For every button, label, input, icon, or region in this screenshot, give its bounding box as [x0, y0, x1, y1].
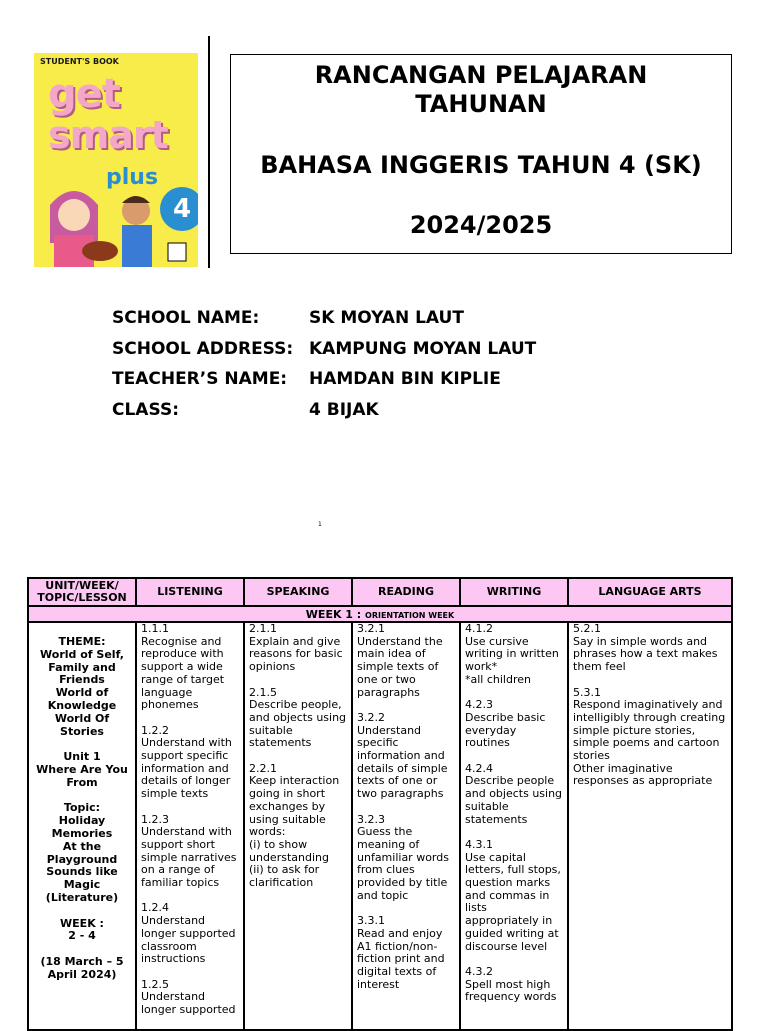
unit-theme: THEME: World of Self, Family and Friends World of Knowledge World Of Stories — [40, 635, 124, 738]
page-number: 1 — [318, 521, 322, 528]
header-writing: WRITING — [460, 578, 568, 606]
info-value: KAMPUNG MOYAN LAUT — [309, 338, 537, 359]
document-subject: BAHASA INGGERIS TAHUN 4 (SK) — [260, 151, 702, 179]
listening-cell — [136, 622, 244, 1030]
header-listening: LISTENING — [136, 578, 244, 606]
book-cover-image — [34, 53, 198, 267]
info-row-class — [112, 395, 536, 426]
unit-dates: (18 March – 5 April 2024) — [40, 954, 124, 981]
reading-standard: 3.2.2 Understand specific information and details of simple texts of one or two paragraphs — [357, 710, 448, 801]
listening-standard: 1.2.3 Understand with support short simple narratives on a range of familiar topics — [141, 812, 237, 890]
vertical-divider — [208, 36, 210, 268]
unit-topic: Topic: Holiday Memories At the Playground Sounds like Magic (Literature) — [45, 801, 119, 904]
cover-title-plus: plus — [106, 165, 159, 190]
reading-cell — [352, 622, 460, 1030]
listening-standard: 1.2.5 Understand longer supported — [141, 977, 236, 1017]
info-label: SCHOOL ADDRESS: — [112, 338, 294, 359]
speaking-standard: 2.1.1 Explain and give reasons for basic opinions — [249, 622, 343, 674]
document-year: 2024/2025 — [409, 211, 553, 239]
week-label: ORIENTATION WEEK — [365, 610, 455, 620]
cover-title-smart: smart — [48, 113, 168, 157]
table-row — [28, 622, 732, 1030]
ministry-crest-logo — [154, 56, 192, 66]
language-arts-cell — [568, 622, 732, 1030]
speaking-cell — [244, 622, 352, 1030]
cover-badge: STUDENT'S BOOK — [40, 57, 119, 66]
info-value: SK MOYAN LAUT — [309, 308, 464, 329]
info-row-school-address — [112, 334, 536, 365]
info-row-school-name — [112, 303, 536, 334]
writing-standard: 4.3.1 Use capital letters, full stops, question marks and commas in lists appropriately in guided writing at discourse level — [465, 837, 561, 953]
header-reading: READING — [352, 578, 460, 606]
writing-standard: 4.3.2 Spell most high frequency words — [465, 964, 557, 1004]
unit-title: Unit 1 Where Are You From — [36, 750, 128, 789]
info-label: TEACHER’S NAME: — [112, 369, 288, 390]
reading-standard: 3.2.1 Understand the main idea of simple texts of one or two paragraphs — [357, 622, 443, 699]
title-box — [230, 54, 732, 254]
listening-standard: 1.1.1 Recognise and reproduce with support a wide range of target language phonemes — [141, 622, 225, 712]
info-row-teacher-name — [112, 364, 536, 395]
info-label: CLASS: — [112, 399, 179, 420]
cover-level-number: 4 — [160, 187, 198, 231]
reading-standard: 3.2.3 Guess the meaning of unfamiliar words from clues provided by title and topic — [357, 812, 449, 902]
info-label: SCHOOL NAME: — [112, 308, 260, 329]
table-header-row — [28, 578, 732, 606]
speaking-standard: 2.1.5 Describe people, and objects using suitable statements — [249, 685, 347, 750]
listening-standard: 1.2.2 Understand with support specific information and details of longer simple texts — [141, 723, 232, 801]
week-1-cell — [28, 606, 732, 622]
unit-cell — [28, 622, 136, 1030]
writing-standard: 4.2.3 Describe basic everyday routines — [465, 698, 546, 750]
reading-standard: 3.3.1 Read and enjoy A1 fiction/non- fiction print and digital texts of interest — [357, 914, 445, 991]
language-arts-standard: 5.2.1 Say in simple words and phrases how a text makes them feel — [573, 622, 718, 674]
week-number: WEEK 1 : — [305, 607, 366, 621]
info-value: HAMDAN BIN KIPLIE — [309, 369, 501, 390]
writing-cell — [460, 622, 568, 1030]
header-speaking: SPEAKING — [244, 578, 352, 606]
lesson-plan-table — [27, 577, 733, 1031]
document-title: RANCANGAN PELAJARAN TAHUNAN — [314, 61, 648, 118]
week-row — [28, 606, 732, 622]
header-unit: UNIT/WEEK/ TOPIC/LESSON — [28, 578, 136, 606]
writing-standard: 4.2.4 Describe people and objects using suitable statements — [465, 761, 563, 826]
header-language-arts: LANGUAGE ARTS — [568, 578, 732, 606]
language-arts-standard: 5.3.1 Respond imaginatively and intelligibly through creating simple picture stories, simple poems and cartoon stories Other imaginative responses as appropriate — [573, 685, 726, 788]
writing-standard: 4.1.2 Use cursive writing in written work* *all children — [465, 622, 559, 686]
info-value: 4 BIJAK — [309, 399, 379, 420]
listening-standard: 1.2.4 Understand longer supported classroom instructions — [141, 901, 236, 966]
unit-week: WEEK : 2 - 4 — [60, 916, 104, 943]
cover-title-get: get — [48, 71, 120, 117]
speaking-standard: 2.2.1 Keep interaction going in short exchanges by using suitable words: (i) to show understanding (ii) to ask for clarification — [249, 761, 340, 890]
school-info — [112, 303, 536, 425]
